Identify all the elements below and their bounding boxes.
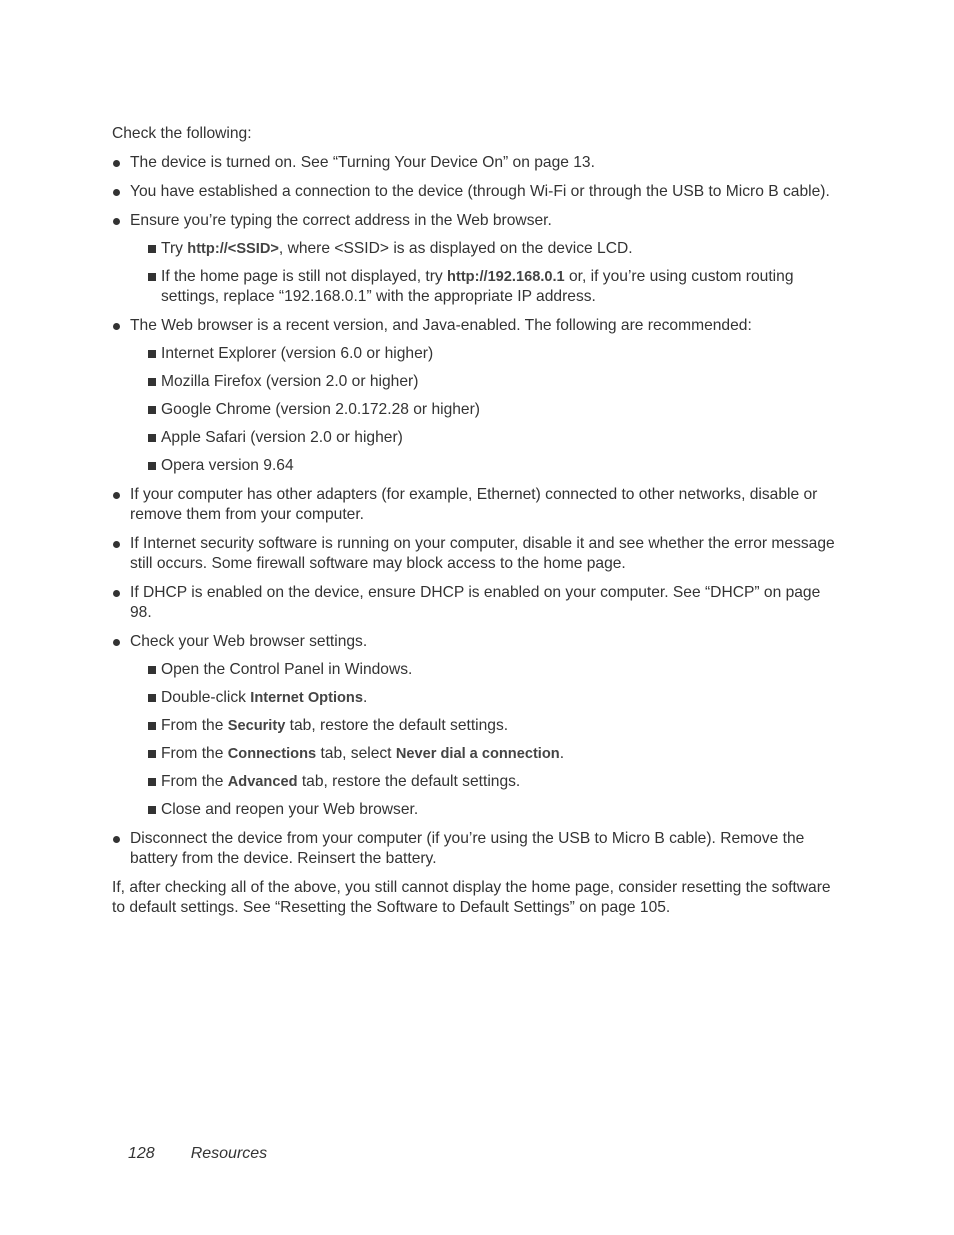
square-bullet-icon <box>148 666 156 674</box>
square-bullet-icon <box>148 350 156 358</box>
sub-list-item: Apple Safari (version 2.0 or higher) <box>147 428 842 448</box>
list-item <box>112 583 842 623</box>
sub-list-item: Close and reopen your Web browser. <box>147 800 842 820</box>
square-bullet-icon <box>148 406 156 414</box>
square-bullet-icon <box>148 806 156 814</box>
sub-list-item: If the home page is still not displayed, try http://192.168.0.1 or, if you’re using custom routing settings, replace “192.168.0.1” with the appropriate IP address. <box>147 267 842 307</box>
security-tab-label: Security <box>227 718 286 734</box>
square-bullet-icon <box>148 750 156 758</box>
square-bullet-icon <box>148 273 156 281</box>
never-dial-option-label: Never dial a connection <box>395 746 560 762</box>
list-item-text: The device is turned on. See “Turning Your Device On” on page 13. <box>130 154 595 171</box>
list-item-text: Ensure you’re typing the correct address in the Web browser. <box>130 212 552 229</box>
list-item <box>112 829 842 869</box>
list-item <box>112 182 842 202</box>
list-item-text: Check your Web browser settings. <box>130 633 368 650</box>
bullet-icon <box>113 323 120 330</box>
intro-text: Check the following: <box>112 125 252 142</box>
ip-url: http://192.168.0.1 <box>447 269 565 285</box>
square-bullet-icon <box>148 462 156 470</box>
bullet-icon <box>113 639 120 646</box>
list-item <box>112 153 842 173</box>
page-content <box>112 124 842 918</box>
list-item-text: If your computer has other adapters (for example, Ethernet) connected to other networks, disable or remove them from your computer. <box>130 486 818 523</box>
sub-list-item: Open the Control Panel in Windows. <box>147 660 842 680</box>
list-item <box>112 211 842 307</box>
list-item-text: If DHCP is enabled on the device, ensure DHCP is enabled on your computer. See “DHCP” on page 98. <box>130 584 821 621</box>
bullet-icon <box>113 189 120 196</box>
sub-list-item: Internet Explorer (version 6.0 or higher) <box>147 344 842 364</box>
section-name: Resources <box>190 1145 268 1162</box>
bullet-icon <box>113 836 120 843</box>
connections-tab-label: Connections <box>227 746 317 762</box>
sub-list-item: From the Advanced tab, restore the default settings. <box>147 772 842 792</box>
sub-list-item: Mozilla Firefox (version 2.0 or higher) <box>147 372 842 392</box>
square-bullet-icon <box>148 378 156 386</box>
sub-list-item: Try http://<SSID>, where <SSID> is as displayed on the device LCD. <box>147 239 842 259</box>
page-footer <box>128 1144 267 1164</box>
list-item-text: The Web browser is a recent version, and Java-enabled. The following are recommended: <box>130 317 752 334</box>
list-item <box>112 632 842 820</box>
bullet-icon <box>113 218 120 225</box>
bullet-icon <box>113 590 120 597</box>
internet-options-label: Internet Options <box>250 690 363 706</box>
settings-steps-list <box>147 660 842 820</box>
square-bullet-icon <box>148 245 156 253</box>
sub-list-item: From the Connections tab, select Never dial a connection. <box>147 744 842 764</box>
browser-list <box>147 344 842 476</box>
list-item-text: If Internet security software is running on your computer, disable it and see whether the error message still occurs. Some firewall software may block access to the home page. <box>130 535 835 572</box>
square-bullet-icon <box>148 722 156 730</box>
list-item <box>112 316 842 476</box>
outro-text: If, after checking all of the above, you still cannot display the home page, consider resetting the software to default settings. See “Resetting the Software to Default Settings” on page 105. <box>112 879 831 916</box>
bullet-icon <box>113 160 120 167</box>
list-item <box>112 534 842 574</box>
list-item <box>112 485 842 525</box>
sub-list <box>147 239 842 307</box>
square-bullet-icon <box>148 778 156 786</box>
bullet-icon <box>113 492 120 499</box>
square-bullet-icon <box>148 434 156 442</box>
ssid-url: http://<SSID> <box>187 241 279 257</box>
sub-list-item: Double-click Internet Options. <box>147 688 842 708</box>
sub-list-item: From the Security tab, restore the default settings. <box>147 716 842 736</box>
list-item-text: You have established a connection to the device (through Wi-Fi or through the USB to Micro B cable). <box>130 183 830 200</box>
sub-list-item: Opera version 9.64 <box>147 456 842 476</box>
sub-list-item: Google Chrome (version 2.0.172.28 or higher) <box>147 400 842 420</box>
advanced-tab-label: Advanced <box>227 774 298 790</box>
square-bullet-icon <box>148 694 156 702</box>
bullet-icon <box>113 541 120 548</box>
list-item-text: Disconnect the device from your computer (if you’re using the USB to Micro B cable). Remove the battery from the device. Reinsert the battery. <box>130 830 805 867</box>
page-number: 128 <box>128 1145 155 1162</box>
